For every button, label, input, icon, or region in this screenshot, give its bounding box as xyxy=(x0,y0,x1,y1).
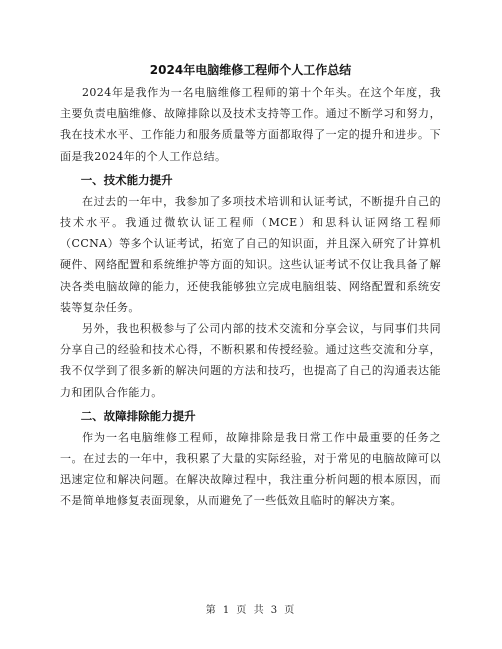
section-heading-troubleshooting: 二、故障排除能力提升 xyxy=(80,408,196,423)
section-heading-technical: 一、技术能力提升 xyxy=(80,172,173,187)
section-paragraph: 在过去的一年中，我参加了多项技术培训和认证考试，不断提升自己的技术水平。我通过微软认证工程师（MCE）和思科认证网络工程师（CCNA）等多个认证考试，拓宽了自己的知识面，并且深入研究了计算机硬件、网络配置和系统维护等方面的知识。这些认证考试不仅让我具备了解决各类电脑故障的能力，还使我能够独立完成电脑组装、网络配置和系统安装等复杂任务。 xyxy=(60,194,441,314)
intro-paragraph: 2024年是我作为一名电脑维修工程师的第十个年头。在这个年度，我主要负责电脑维修、故障排除以及技术支持等工作。通过不断学习和努力，我在技术水平、工作能力和服务质量等方面都取得了一定的提升和进步。下面是我2024年的个人工作总结。 xyxy=(60,86,441,163)
page-footer: 第 1 页 共 3 页 xyxy=(205,605,297,616)
document-title: 2024年电脑维修工程师个人工作总结 xyxy=(149,63,352,77)
document-body xyxy=(60,62,441,512)
section-paragraph: 作为一名电脑维修工程师，故障排除是我日常工作中最重要的任务之一。在过去的一年中，我积累了大量的实际经验，对于常见的电脑故障可以迅速定位和解决问题。在解决故障过程中，我注重分析问题的根本原因，而不是简单地修复表面现象，从而避免了一些低效且临时的解决方案。 xyxy=(60,430,441,508)
section-paragraph: 另外，我也积极参与了公司内部的技术交流和分享会议，与同事们共同分享自己的经验和技术心得，不断积累和传授经验。通过这些交流和分享，我不仅学到了很多新的解决问题的方法和技巧，也提高了自己的沟通表达能力和团队合作能力。 xyxy=(60,322,441,399)
